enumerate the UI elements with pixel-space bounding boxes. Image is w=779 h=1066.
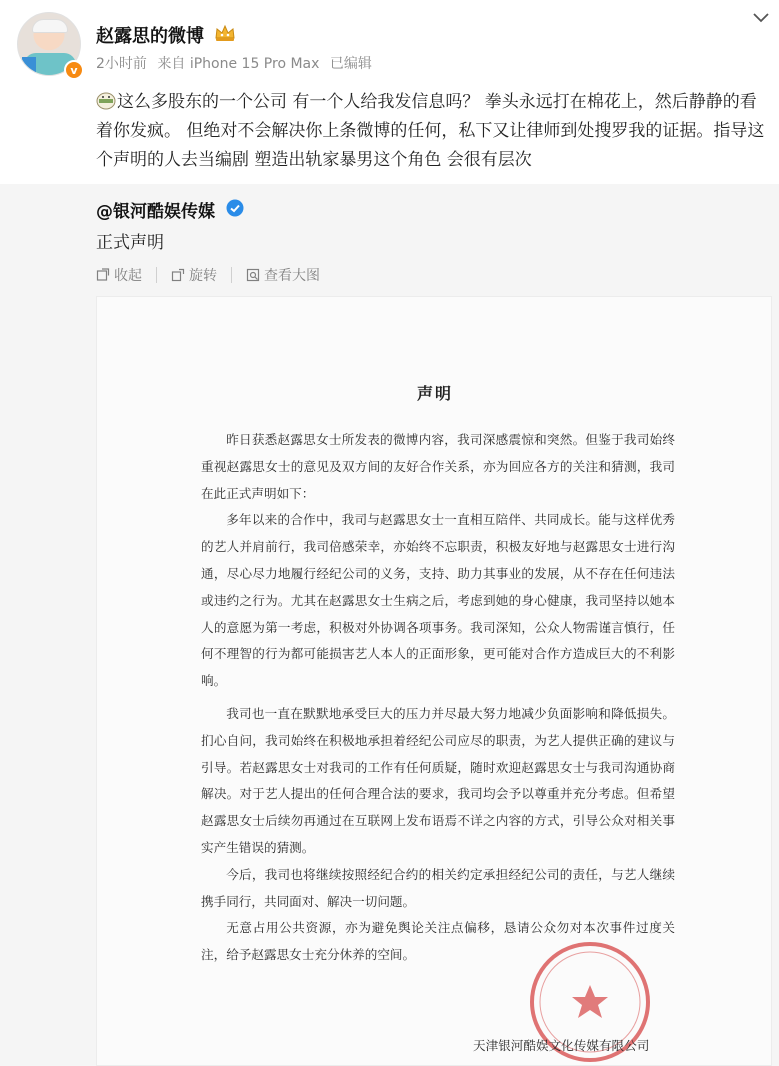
collapse-button[interactable]: [96, 265, 142, 285]
crown-icon: [214, 24, 236, 42]
post-source: 来自 iPhone 15 Pro Max: [157, 56, 320, 72]
repost-card: [0, 184, 779, 1066]
document-paragraph: 昨日获悉赵露思女士所发表的微博内容，我司深感震惊和突然。但鉴于我司始终重视赵露思女士的意见及双方间的友好合作关系，亦为回应各方的关注和猜测，我司在此正式声明如下：: [201, 432, 675, 501]
toolbar-divider: [231, 267, 232, 283]
rotate-button[interactable]: [171, 265, 217, 285]
view-large-icon: [246, 268, 260, 282]
username[interactable]: 赵露思的微博: [96, 26, 204, 47]
document-paragraph: 无意占用公共资源，亦为避免舆论关注点偏移，恳请公众勿对本次事件过度关注，给予赵露思女士充分休养的空间。: [201, 920, 675, 963]
post-time[interactable]: 2小时前: [96, 56, 147, 72]
emoji-icon: [96, 92, 116, 110]
document-paragraph: 多年以来的合作中，我司与赵露思女士一直相互陪伴、共同成长。能与这样优秀的艺人并肩前行，我司倍感荣幸，亦始终不忘职责，积极友好地与赵露思女士进行沟通，尽心尽力地履行经纪公司的义务，支持、助力其事业的发展，从不存在任何违法或违约之行为。尤其在赵露思女士生病之后，考虑到她的身心健康，我司坚持以她本人的意愿为第一考虑，积极对外协调各项事务。我司深知，公众人物需谨言慎行，任何不理智的行为都可能损害艺人本人的正面形象，更可能对合作方造成巨大的不利影响。: [201, 512, 675, 689]
post-header: [0, 0, 779, 84]
post-meta: [96, 53, 372, 73]
verified-blue-icon: [226, 199, 244, 217]
document-signature: 天津银河酷娱文化传媒有限公司: [473, 1038, 650, 1053]
repost-author[interactable]: @银河酷娱传媒: [96, 202, 215, 222]
avatar-hat-shape: [32, 19, 68, 33]
avatar-box-shape: [22, 57, 36, 76]
view-large-button[interactable]: [246, 265, 320, 285]
document-body: [201, 427, 675, 969]
toolbar-divider: [156, 267, 157, 283]
statement-image[interactable]: [96, 296, 772, 1066]
post-edited[interactable]: 已编辑: [329, 56, 372, 72]
rotate-icon: [171, 268, 185, 282]
post-text-content: 这么多股东的一个公司 有一个人给我发信息吗？ 拳头永远打在棉花上，然后静静的看着你发疯。 但绝对不会解决你上条微博的任何，私下又让律师到处搜罗我的证据。指导这个声明的人去当编剧 塑造出轨家暴男这个角色 会很有层次: [96, 92, 765, 170]
repost-text: 正式声明: [96, 233, 164, 253]
verified-badge-icon: v: [64, 60, 84, 80]
view-large-label: 查看大图: [264, 268, 320, 284]
document-title: 声明: [416, 384, 453, 403]
document-paragraph: 我司也一直在默默地承受巨大的压力并尽最大努力地减少负面影响和降低损失。扪心自问，我司始终在积极地承担着经纪公司应尽的职责，为艺人提供正确的建议与引导。若赵露思女士对我司的工作有任何质疑，随时欢迎赵露思女士与我司沟通协商解决。对于艺人提出的任何合理合法的要求，我司均会予以尊重并充分考虑。但希望赵露思女士后续勿再通过在互联网上发布语焉不详之内容的方式，引导公众对相关事实产生错误的猜测。: [201, 705, 675, 855]
document-paragraph: 今后，我司也将继续按照经纪合约的相关约定承担经纪公司的责任，与艺人继续携手同行，共同面对、解决一切问题。: [201, 866, 675, 909]
chevron-down-icon[interactable]: [752, 12, 770, 24]
collapse-label: 收起: [114, 268, 142, 284]
rotate-label: 旋转: [189, 268, 217, 284]
image-toolbar: [96, 264, 320, 286]
collapse-icon: [96, 268, 110, 282]
post-text: [96, 88, 772, 175]
